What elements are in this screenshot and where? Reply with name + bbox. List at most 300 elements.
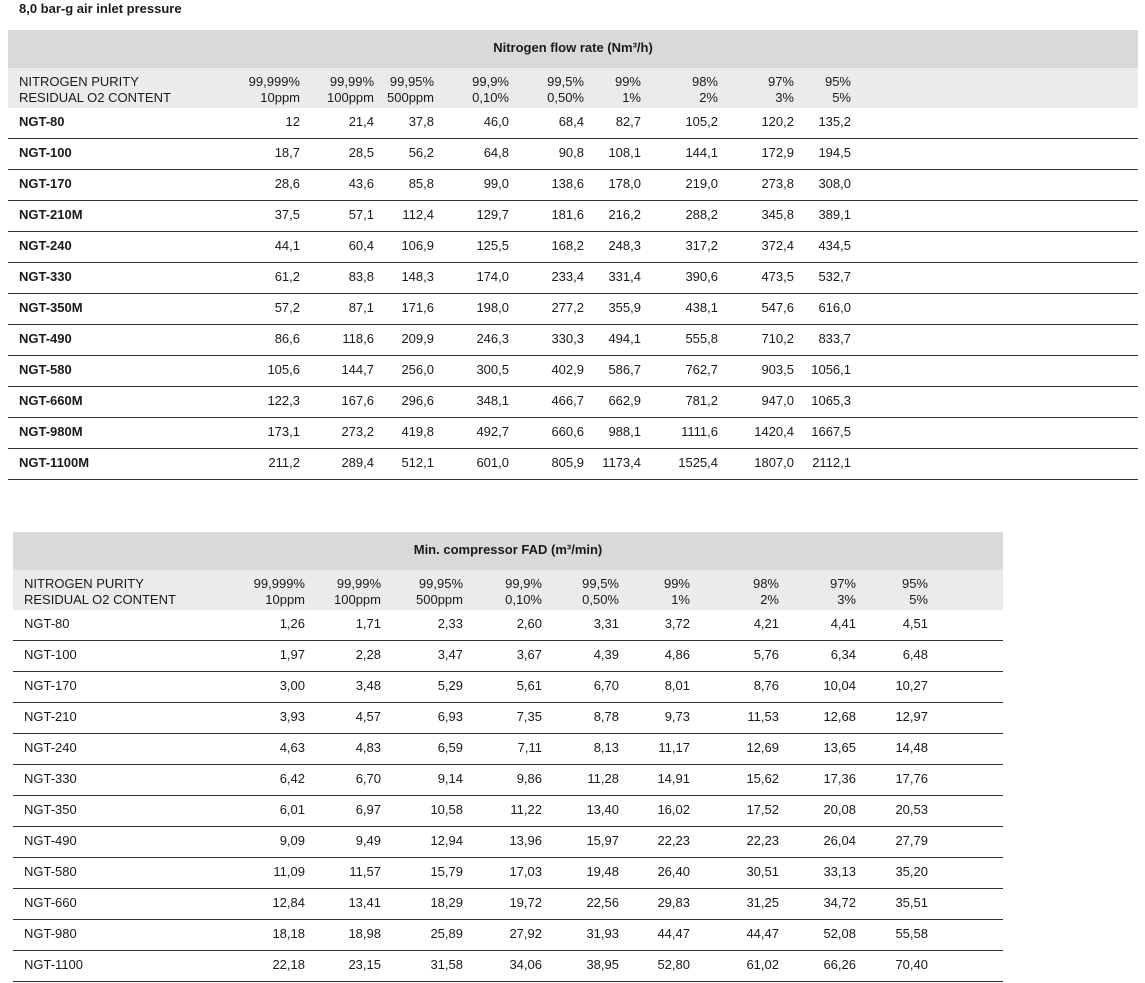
table-cell: 419,8 (401, 424, 434, 439)
table-cell: 434,5 (818, 238, 851, 253)
table-cell: 3,31 (593, 616, 619, 631)
table-cell: 12,97 (895, 709, 928, 724)
table-cell: 14,91 (657, 771, 690, 786)
table-row (8, 418, 1138, 449)
table-cell: 331,4 (608, 269, 641, 284)
table-cell: 300,5 (476, 362, 509, 377)
column-purity: 99,95% (418, 576, 463, 591)
column-purity: 99,9% (505, 576, 542, 591)
table-cell: 3,00 (279, 678, 305, 693)
table-cell: 308,0 (818, 176, 851, 191)
table-row (8, 232, 1138, 263)
table-cell: 762,7 (685, 362, 718, 377)
table-cell: 5,29 (437, 678, 463, 693)
table-cell: 15,79 (430, 864, 463, 879)
table-cell: 348,1 (476, 393, 509, 408)
table-cell: 330,3 (551, 331, 584, 346)
purity-label (24, 576, 176, 608)
column-header (547, 74, 584, 106)
table-cell: 17,52 (746, 802, 779, 817)
table-cell: 9,14 (437, 771, 463, 786)
table-cell: 64,8 (483, 145, 509, 160)
table-cell: 273,2 (341, 424, 374, 439)
table-cell: 532,7 (818, 269, 851, 284)
column-purity: 99,99% (336, 576, 381, 591)
table-cell: 11,17 (658, 740, 690, 755)
table-cell: 547,6 (761, 300, 794, 315)
table-cell: 512,1 (401, 455, 434, 470)
model-name: NGT-170 (19, 176, 72, 191)
table-cell: 28,6 (274, 176, 300, 191)
table-cell: 13,40 (586, 802, 619, 817)
table-cell: 178,0 (608, 176, 641, 191)
table-cell: 219,0 (685, 176, 718, 191)
table-cell: 6,01 (279, 802, 305, 817)
table-row (8, 108, 1138, 139)
column-purity: 99,5% (582, 576, 619, 591)
table-cell: 112,4 (402, 207, 434, 222)
table-cell: 8,76 (753, 678, 779, 693)
table-cell: 171,6 (401, 300, 434, 315)
table-cell: 4,51 (902, 616, 928, 631)
column-header (615, 74, 641, 106)
table-body (8, 108, 1138, 480)
table-cell: 662,9 (608, 393, 641, 408)
table-cell: 144,1 (685, 145, 718, 160)
table-cell: 27,79 (895, 833, 928, 848)
table-cell: 1065,3 (811, 393, 851, 408)
model-name: NGT-1100 (24, 957, 84, 972)
table-cell: 7,11 (517, 740, 542, 755)
column-o2: 10ppm (260, 90, 300, 105)
table-cell: 26,40 (657, 864, 690, 879)
table-cell: 18,98 (348, 926, 381, 941)
column-o2: 3% (837, 592, 856, 607)
column-header (249, 74, 300, 106)
table-cell: 35,51 (895, 895, 928, 910)
model-name: NGT-100 (19, 145, 72, 160)
table-cell: 14,48 (895, 740, 928, 755)
table-cell: 44,47 (657, 926, 690, 941)
table-cell: 903,5 (761, 362, 794, 377)
table-cell: 25,89 (430, 926, 463, 941)
table-cell: 28,5 (348, 145, 374, 160)
table-cell: 174,0 (476, 269, 509, 284)
model-name: NGT-80 (19, 114, 65, 129)
model-name: NGT-210 (24, 709, 77, 724)
column-purity: 97% (829, 576, 856, 591)
column-o2: 0,50% (582, 592, 619, 607)
table-cell: 288,2 (685, 207, 718, 222)
table-cell: 135,2 (818, 114, 851, 129)
column-header (902, 576, 928, 608)
page-title: 8,0 bar-g air inlet pressure (19, 1, 182, 16)
table-cell: 3,93 (279, 709, 305, 724)
nitrogen-flow-table (8, 30, 1138, 480)
table-cell: 248,3 (608, 238, 641, 253)
table-cell: 1056,1 (811, 362, 851, 377)
table-cell: 12,84 (272, 895, 305, 910)
table-cell: 17,36 (823, 771, 856, 786)
table-cell: 167,6 (341, 393, 374, 408)
table-cell: 33,13 (823, 864, 856, 879)
table-cell: 68,4 (558, 114, 584, 129)
column-o2: 5% (909, 592, 928, 607)
column-header (472, 74, 509, 106)
table-cell: 555,8 (685, 331, 718, 346)
column-o2: 500ppm (387, 90, 434, 105)
table-cell: 233,4 (551, 269, 584, 284)
table-cell: 52,08 (823, 926, 856, 941)
table-cell: 3,47 (437, 647, 463, 662)
model-name: NGT-80 (24, 616, 70, 631)
table-cell: 8,01 (664, 678, 690, 693)
table-cell: 23,15 (348, 957, 381, 972)
table-cell: 277,2 (551, 300, 584, 315)
table-cell: 10,27 (895, 678, 928, 693)
column-purity: 98% (691, 74, 718, 89)
model-name: NGT-980M (19, 424, 83, 439)
table-cell: 90,8 (558, 145, 584, 160)
table-cell: 6,59 (437, 740, 463, 755)
table-cell: 168,2 (551, 238, 584, 253)
table-cell: 660,6 (551, 424, 584, 439)
table-cell: 108,1 (608, 145, 641, 160)
table-cell: 12,94 (430, 833, 463, 848)
table-cell: 586,7 (608, 362, 641, 377)
table-caption: Min. compressor FAD (m³/min) (13, 532, 1003, 570)
column-header (416, 576, 463, 608)
column-o2: 100ppm (327, 90, 374, 105)
column-header (254, 576, 305, 608)
table-cell: 144,7 (341, 362, 374, 377)
table-cell: 18,29 (430, 895, 463, 910)
table-cell: 35,20 (895, 864, 928, 879)
purity-label (19, 74, 171, 106)
table-row (8, 387, 1138, 418)
column-o2: 0,50% (547, 90, 584, 105)
column-purity: 99% (614, 74, 641, 89)
table-cell: 494,1 (608, 331, 641, 346)
table-cell: 30,51 (746, 864, 779, 879)
table-cell: 20,53 (895, 802, 928, 817)
table-cell: 11,09 (273, 864, 305, 879)
table-cell: 466,7 (551, 393, 584, 408)
table-cell: 26,04 (823, 833, 856, 848)
column-o2: 1% (622, 90, 641, 105)
column-header (825, 74, 851, 106)
table-cell: 57,2 (274, 300, 300, 315)
table-cell: 389,1 (818, 207, 851, 222)
table-row (8, 325, 1138, 356)
table-cell: 289,4 (341, 455, 374, 470)
purity-label-line1: NITROGEN PURITY (19, 74, 139, 89)
column-header (327, 74, 374, 106)
table-row (8, 356, 1138, 387)
column-header (753, 576, 779, 608)
table-cell: 11,28 (587, 771, 619, 786)
table-cell: 296,6 (401, 393, 434, 408)
table-cell: 6,70 (355, 771, 381, 786)
table-cell: 11,57 (349, 864, 381, 879)
table-cell: 1,97 (279, 647, 305, 662)
table-cell: 12,68 (823, 709, 856, 724)
table-cell: 86,6 (274, 331, 300, 346)
table-cell: 198,0 (476, 300, 509, 315)
table-cell: 61,2 (274, 269, 300, 284)
model-name: NGT-980 (24, 926, 77, 941)
table-cell: 2,28 (355, 647, 381, 662)
table-cell: 11,53 (747, 709, 779, 724)
column-header (664, 576, 690, 608)
table-cell: 55,58 (895, 926, 928, 941)
table-row (8, 263, 1138, 294)
column-o2: 5% (832, 90, 851, 105)
column-purity: 95% (901, 576, 928, 591)
table-cell: 4,21 (753, 616, 779, 631)
table-cell: 9,73 (664, 709, 690, 724)
table-cell: 473,5 (761, 269, 794, 284)
table-cell: 181,6 (551, 207, 584, 222)
purity-label-line2: RESIDUAL O2 CONTENT (19, 90, 171, 105)
column-purity: 99,999% (248, 74, 300, 89)
model-name: NGT-490 (19, 331, 72, 346)
purity-label-line2: RESIDUAL O2 CONTENT (24, 592, 176, 607)
table-cell: 2112,1 (812, 455, 851, 470)
column-purity: 99,9% (472, 74, 509, 89)
table-cell: 710,2 (761, 331, 794, 346)
column-o2: 100ppm (334, 592, 381, 607)
table-cell: 6,93 (437, 709, 463, 724)
table-cell: 209,9 (401, 331, 434, 346)
column-o2: 1% (671, 592, 690, 607)
column-header (768, 74, 794, 106)
table-cell: 211,2 (268, 455, 300, 470)
column-purity: 97% (767, 74, 794, 89)
table-cell: 20,08 (823, 802, 856, 817)
table-cell: 129,7 (476, 207, 509, 222)
model-name: NGT-240 (19, 238, 72, 253)
table-cell: 83,8 (348, 269, 374, 284)
table-cell: 34,72 (823, 895, 856, 910)
table-row (13, 672, 1003, 703)
table-cell: 38,95 (586, 957, 619, 972)
table-cell: 57,1 (348, 207, 374, 222)
table-cell: 833,7 (818, 331, 851, 346)
table-cell: 11,22 (510, 802, 542, 817)
table-caption: Nitrogen flow rate (Nm³/h) (8, 30, 1138, 68)
table-cell: 3,67 (516, 647, 542, 662)
model-name: NGT-1100M (19, 455, 90, 470)
table-cell: 1173,4 (602, 455, 641, 470)
table-body (13, 610, 1003, 982)
table-cell: 1111,6 (681, 424, 718, 439)
table-cell: 2,60 (516, 616, 542, 631)
table-cell: 1,26 (279, 616, 305, 631)
table-cell: 13,65 (823, 740, 856, 755)
table-cell: 10,58 (430, 802, 463, 817)
table-cell: 66,26 (823, 957, 856, 972)
model-name: NGT-170 (24, 678, 77, 693)
table-cell: 34,06 (509, 957, 542, 972)
table-cell: 947,0 (761, 393, 794, 408)
table-cell: 122,3 (267, 393, 300, 408)
table-row (13, 889, 1003, 920)
table-cell: 805,9 (551, 455, 584, 470)
table-cell: 37,8 (408, 114, 434, 129)
table-cell: 6,48 (902, 647, 928, 662)
table-cell: 3,48 (355, 678, 381, 693)
table-cell: 125,5 (476, 238, 509, 253)
table-cell: 44,1 (274, 238, 300, 253)
table-cell: 6,34 (830, 647, 856, 662)
table-cell: 17,76 (895, 771, 928, 786)
column-o2: 0,10% (505, 592, 542, 607)
column-o2: 2% (699, 90, 718, 105)
table-cell: 19,48 (586, 864, 619, 879)
column-header (505, 576, 542, 608)
column-o2: 10ppm (265, 592, 305, 607)
table-cell: 120,2 (761, 114, 794, 129)
table-row (13, 920, 1003, 951)
table-cell: 22,23 (746, 833, 779, 848)
table-cell: 372,4 (761, 238, 794, 253)
model-name: NGT-350 (24, 802, 77, 817)
column-purity: 99% (663, 576, 690, 591)
column-purity: 99,95% (389, 74, 434, 89)
table-cell: 402,9 (551, 362, 584, 377)
model-name: NGT-660M (19, 393, 83, 408)
model-name: NGT-580 (24, 864, 77, 879)
table-row (8, 449, 1138, 480)
table-cell: 15,62 (746, 771, 779, 786)
table-cell: 18,7 (274, 145, 300, 160)
table-cell: 21,4 (348, 114, 374, 129)
purity-label-line1: NITROGEN PURITY (24, 576, 144, 591)
compressor-fad-table (13, 532, 1003, 982)
table-cell: 12,69 (746, 740, 779, 755)
table-cell: 15,97 (586, 833, 619, 848)
table-row (13, 765, 1003, 796)
table-cell: 10,04 (823, 678, 856, 693)
table-cell: 118,6 (342, 331, 374, 346)
table-header (13, 570, 1003, 610)
table-cell: 345,8 (761, 207, 794, 222)
table-cell: 4,63 (279, 740, 305, 755)
table-cell: 3,72 (664, 616, 690, 631)
table-cell: 5,61 (516, 678, 542, 693)
table-cell: 390,6 (685, 269, 718, 284)
table-cell: 22,23 (657, 833, 690, 848)
table-cell: 22,18 (272, 957, 305, 972)
table-cell: 44,47 (746, 926, 779, 941)
model-name: NGT-210M (19, 207, 83, 222)
table-cell: 194,5 (818, 145, 851, 160)
table-cell: 61,02 (746, 957, 779, 972)
table-cell: 8,13 (593, 740, 619, 755)
table-cell: 138,6 (551, 176, 584, 191)
table-cell: 56,2 (408, 145, 434, 160)
table-cell: 87,1 (348, 300, 374, 315)
table-cell: 1,71 (355, 616, 381, 631)
table-row (13, 796, 1003, 827)
column-purity: 99,5% (547, 74, 584, 89)
table-cell: 22,56 (586, 895, 619, 910)
table-cell: 7,35 (516, 709, 542, 724)
column-purity: 95% (824, 74, 851, 89)
table-cell: 616,0 (818, 300, 851, 315)
table-cell: 6,70 (593, 678, 619, 693)
model-name: NGT-660 (24, 895, 77, 910)
table-cell: 52,80 (657, 957, 690, 972)
table-row (13, 734, 1003, 765)
table-cell: 988,1 (608, 424, 641, 439)
column-purity: 99,99% (329, 74, 374, 89)
table-cell: 31,93 (586, 926, 619, 941)
column-header (387, 74, 434, 106)
table-cell: 17,03 (509, 864, 542, 879)
table-cell: 31,25 (746, 895, 779, 910)
table-cell: 105,2 (685, 114, 718, 129)
column-header (830, 576, 856, 608)
table-cell: 148,3 (401, 269, 434, 284)
model-name: NGT-490 (24, 833, 77, 848)
table-cell: 85,8 (408, 176, 434, 191)
table-cell: 4,41 (830, 616, 856, 631)
table-cell: 106,9 (401, 238, 434, 253)
table-cell: 9,09 (279, 833, 305, 848)
table-row (8, 139, 1138, 170)
table-row (8, 201, 1138, 232)
table-cell: 9,86 (516, 771, 542, 786)
table-cell: 438,1 (685, 300, 718, 315)
table-cell: 4,39 (593, 647, 619, 662)
table-cell: 317,2 (685, 238, 718, 253)
column-o2: 2% (760, 592, 779, 607)
model-name: NGT-330 (24, 771, 77, 786)
table-cell: 273,8 (761, 176, 794, 191)
table-cell: 216,2 (608, 207, 641, 222)
table-cell: 60,4 (348, 238, 374, 253)
table-cell: 1420,4 (754, 424, 794, 439)
table-cell: 46,0 (483, 114, 509, 129)
table-cell: 16,02 (657, 802, 690, 817)
table-cell: 1667,5 (811, 424, 851, 439)
table-cell: 18,18 (272, 926, 305, 941)
table-cell: 82,7 (615, 114, 641, 129)
column-header (692, 74, 718, 106)
table-cell: 4,57 (355, 709, 381, 724)
table-cell: 9,49 (355, 833, 381, 848)
table-row (8, 294, 1138, 325)
table-cell: 13,96 (509, 833, 542, 848)
table-cell: 6,97 (355, 802, 381, 817)
model-name: NGT-330 (19, 269, 72, 284)
table-cell: 43,6 (348, 176, 374, 191)
table-header (8, 68, 1138, 108)
table-cell: 27,92 (509, 926, 542, 941)
column-o2: 0,10% (472, 90, 509, 105)
column-purity: 98% (752, 576, 779, 591)
table-cell: 4,86 (664, 647, 690, 662)
table-cell: 1807,0 (754, 455, 794, 470)
column-o2: 3% (775, 90, 794, 105)
table-cell: 99,0 (483, 176, 509, 191)
table-row (13, 703, 1003, 734)
table-cell: 492,7 (476, 424, 509, 439)
table-cell: 2,33 (437, 616, 463, 631)
table-cell: 256,0 (401, 362, 434, 377)
